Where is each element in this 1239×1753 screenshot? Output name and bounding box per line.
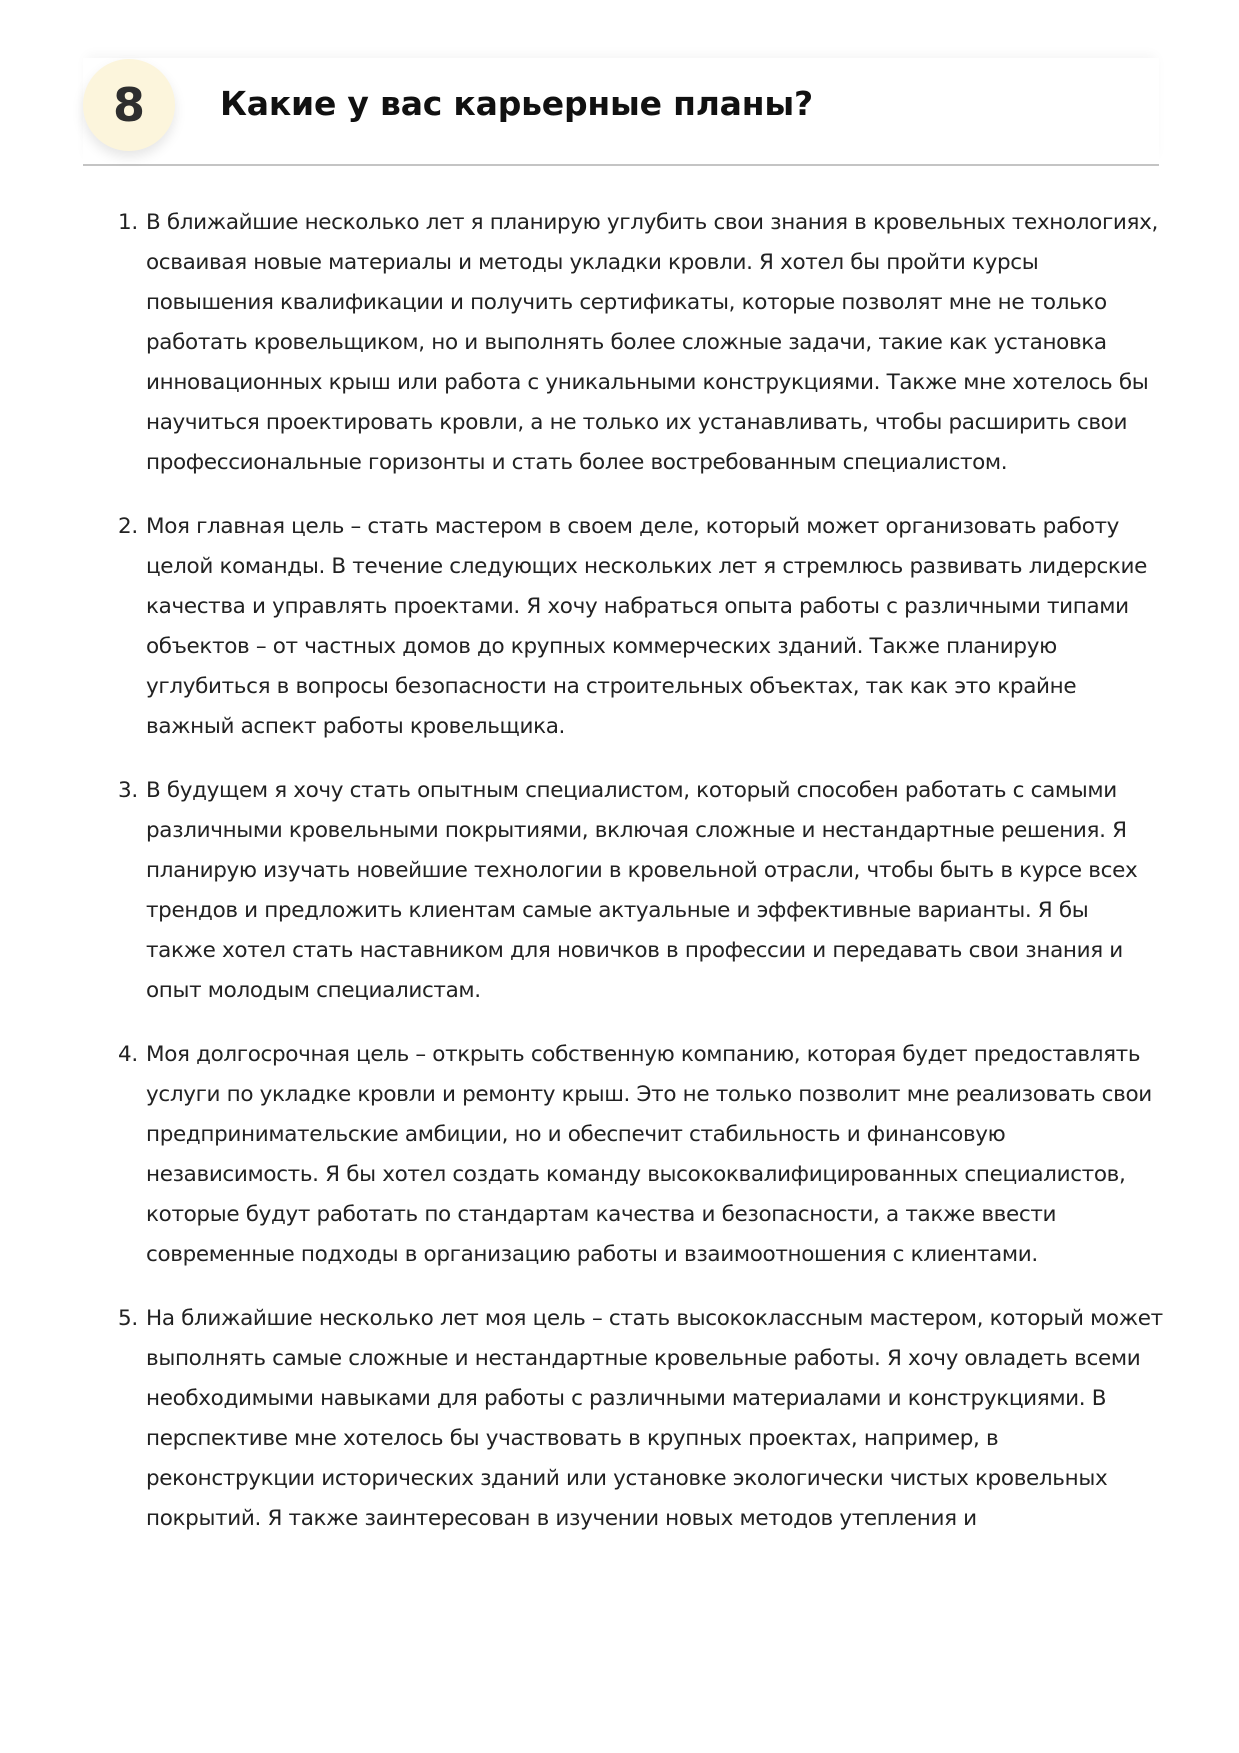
section-number-badge: 8 — [83, 59, 175, 151]
answer-text: В ближайшие несколько лет я планирую углубить свои знания в кровельных технологиях, осваивая новые материалы и методы укладки кровли. Я хотел бы пройти курсы повышения квалификации и получить сертификаты, которые позволят мне не только работать кровельщиком, но и выполнять более сложные задачи, такие как установка инновационных крыш или работа с уникальными конструкциями. Также мне хотелось бы научиться проектировать кровли, а не только их устанавливать, чтобы расширить свои профессиональные горизонты и стать более востребованным специалистом. — [146, 210, 1158, 475]
answer-item-2 — [118, 507, 1163, 747]
answer-item-4 — [118, 1035, 1163, 1275]
answer-text: Моя главная цель – стать мастером в своем деле, который может организовать работу целой команды. В течение следующих нескольких лет я стремлюсь развивать лидерские качества и управлять проектами. Я хочу набраться опыта работы с различными типами объектов – от частных домов до крупных коммерческих зданий. Также планирую углубиться в вопросы безопасности на строительных объектах, так как это крайне важный аспект работы кровельщика. — [146, 514, 1148, 739]
answer-number: 4. — [118, 1042, 138, 1067]
answer-text: Моя долгосрочная цель – открыть собственную компанию, которая будет предоставлять услуги по укладке кровли и ремонту крыш. Это не только позволит мне реализовать свои предпринимательские амбиции, но и обеспечит стабильность и финансовую независимость. Я бы хотел создать команду высококвалифицированных специалистов, которые будут работать по стандартам качества и безопасности, а также ввести современные подходы в организацию работы и взаимоотношения с клиентами. — [146, 1042, 1152, 1267]
answer-number: 2. — [118, 514, 138, 539]
answer-text: На ближайшие несколько лет моя цель – стать высококлассным мастером, который может выполнять самые сложные и нестандартные кровельные работы. Я хочу овладеть всеми необходимыми навыками для работы с различными материалами и конструкциями. В перспективе мне хотелось бы участвовать в крупных проектах, например, в реконструкции исторических зданий или установке экологически чистых кровельных покрытий. Я также заинтересован в изучении новых методов утепления и — [146, 1306, 1163, 1531]
answer-number: 3. — [118, 778, 138, 803]
answers-list — [118, 203, 1163, 1563]
section-header — [83, 58, 1159, 166]
answer-number: 1. — [118, 210, 138, 235]
answer-text: В будущем я хочу стать опытным специалистом, который способен работать с самыми различными кровельными покрытиями, включая сложные и нестандартные решения. Я планирую изучать новейшие технологии в кровельной отрасли, чтобы быть в курсе всех трендов и предложить клиентам самые актуальные и эффективные варианты. Я бы также хотел стать наставником для новичков в профессии и передавать свои знания и опыт молодым специалистам. — [146, 778, 1138, 1003]
answer-item-1 — [118, 203, 1163, 483]
answer-number: 5. — [118, 1306, 138, 1331]
answer-item-3 — [118, 771, 1163, 1011]
answer-item-5 — [118, 1299, 1163, 1539]
section-title: Какие у вас карьерные планы? — [220, 84, 813, 123]
